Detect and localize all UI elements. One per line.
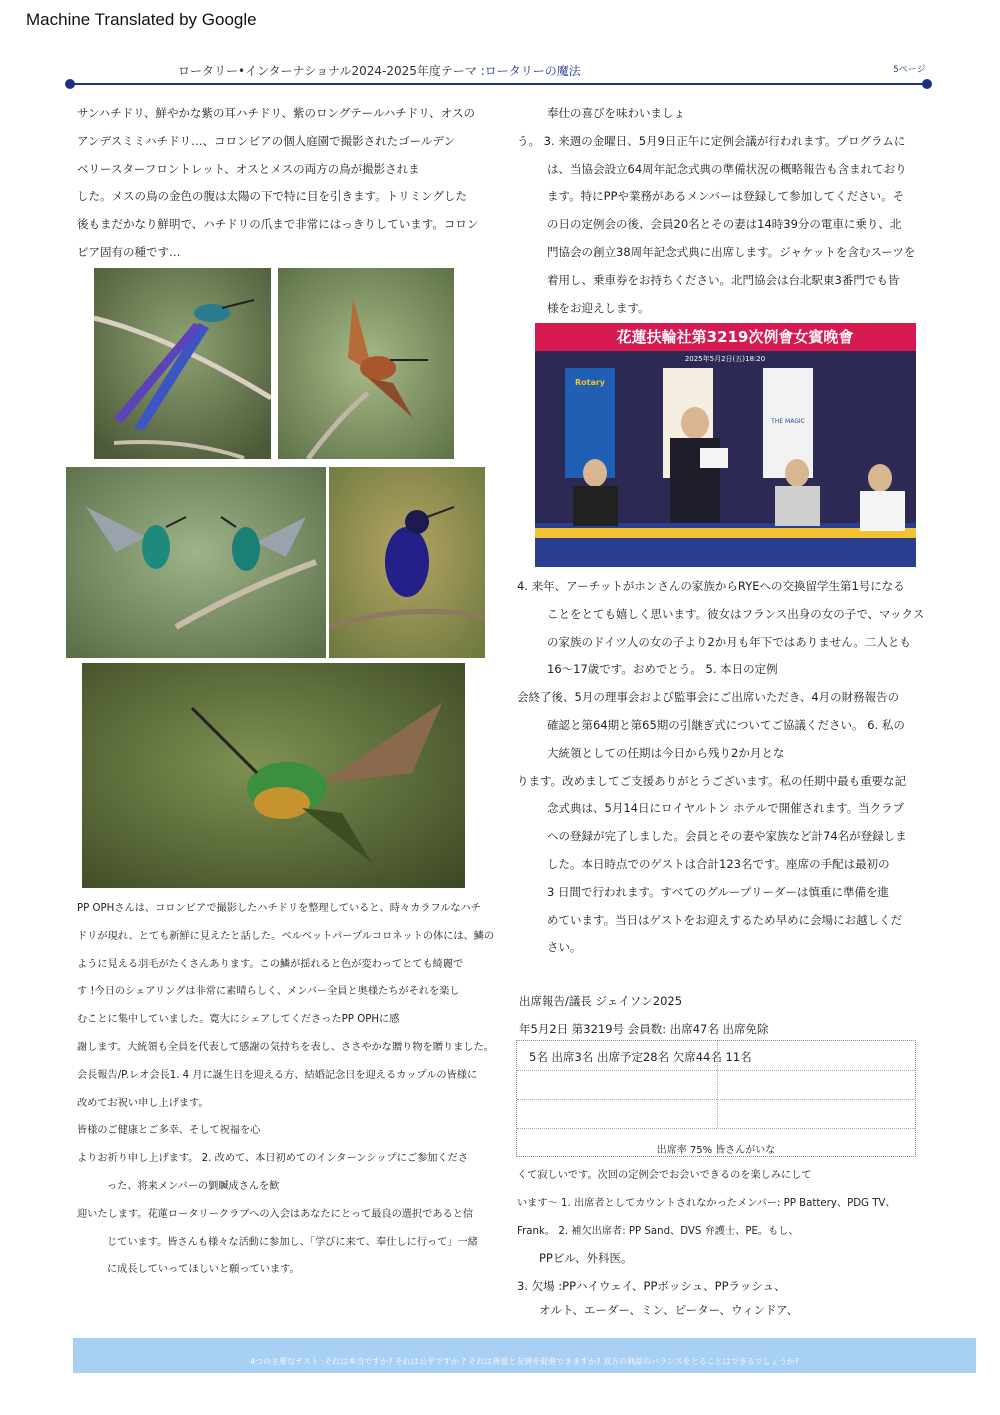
intro-paragraph — [77, 100, 478, 267]
theme-prefix: ロータリー•インターナショナル2024-2025年度テーマ : — [178, 64, 485, 78]
theme-highlight: ロータリーの魔法 — [484, 64, 581, 78]
photo-flag2-label: THE MAGIC — [771, 418, 805, 425]
body-line: ドリが現れ、とても新鮮に見えたと話した。ベルベットパープルコロネットの体には、鱗の — [77, 930, 495, 942]
body-line: 皆様のご健康とご多幸、そして祝福を心 — [77, 1125, 261, 1137]
intro-line: ビア固有の種です… — [77, 244, 181, 259]
right-line: 確認と第64期と第65期の引継ぎ式についてご協議ください。 6. 私の — [547, 717, 905, 732]
photo-date-text: 2025年5月2日(五)18:20 — [684, 355, 766, 363]
attendance-table — [516, 1040, 916, 1157]
header-rule — [70, 83, 928, 85]
intro-line: アンデスミミハチドリ…、コロンビアの個人庭園で撮影されたゴールデン — [77, 133, 456, 148]
right-line: の家族のドイツ人の女の子より2か月も年下ではありません。二人とも — [547, 634, 911, 649]
hummingbird-photo-longtail — [94, 268, 271, 459]
table-divider — [717, 1041, 718, 1128]
attendance-heading — [519, 988, 769, 1044]
hummingbird-photo-purple-coronet — [329, 467, 485, 658]
right-line: PPビル、外科医。 — [539, 1251, 633, 1266]
four-way-test-footer — [73, 1338, 976, 1373]
intro-line: した。メスの鳥の金色の腹は太陽の下で特に目を引きます。トリミングした — [77, 189, 467, 204]
body-line: った、将来メンバーの劉贓成さんを歓 — [107, 1180, 280, 1192]
intro-line: ベリースターフロントレット、オスとメスの両方の鳥が撮影されま — [77, 161, 420, 176]
right-line: Frank。 2. 補欠出席者: PP Sand、DVS 弁護士、PE。もし、 — [517, 1225, 799, 1237]
right-line: 4. 来年、アーチットがホンさんの家族からRYEへの交換留学生第1号になる — [517, 579, 905, 593]
photo-flag-label: Rotary — [574, 378, 606, 387]
body-line: むことに集中していました。寛大にシェアしてくださったPP OPHに感 — [77, 1014, 400, 1026]
right-line: 奉仕の喜びを味わいましょ — [547, 106, 685, 120]
right-paragraph-a — [517, 100, 915, 322]
attendance-line: 出席報告/議長 ジェイソン2025 — [519, 994, 683, 1008]
right-line: した。本日時点でのゲストは合計123名です。座席の手配は最初の — [547, 856, 890, 871]
hummingbird-photo-brown — [278, 268, 454, 459]
meeting-photo — [535, 323, 916, 567]
right-line: くて寂しいです。次回の定例会でお会いできるのを楽しみにして — [517, 1170, 812, 1181]
machine-translation-banner: Machine Translated by Google — [26, 10, 257, 29]
attendance-line: 年5月2日 第3219号 会員数: 出席47名 出席免除 — [519, 1021, 769, 1036]
page-number: 5ページ — [893, 65, 926, 75]
table-rule — [517, 1128, 915, 1129]
right-line: オルト、エーダー、ミン、ピーター、ウィンドア、 — [539, 1302, 799, 1317]
right-line: 会終了後、5月の理事会および監事会にご出席いただき、4月の財務報告の — [517, 690, 900, 705]
right-line: 念式典は、5月14日にロイヤルトン ホテルで開催されます。当クラブ — [547, 801, 905, 816]
table-rule — [517, 1070, 915, 1071]
footer-text: 4つの主要なテスト :それは本当ですか? それは公平ですか ? それは善意と友情を促進できますか? 双方の利益のバランスをとることはできるでしょうか? — [250, 1357, 799, 1366]
body-line: PP OPHさんは、コロンビアで撮影したハチドリを整理していると、時々カラフルなハチ — [77, 903, 481, 914]
body-line: よりお祈り申し上げます。 2. 改めて、本日初めてのインターンシップにご参加くださ — [77, 1153, 469, 1165]
right-line: への登録が完了しました。会員とその妻や家族など計74名が登録しま — [547, 829, 907, 844]
body-line: 謝します。大統領も全員を代表して感謝の気持ちを表し、ささやかな贈り物を贈りました。 — [77, 1041, 494, 1053]
body-line: に成長していってほしいと願っています。 — [107, 1264, 300, 1276]
body-line: ように見える羽毛がたくさんあります。この鱗が揺れると色が変わってとても綺麗で — [77, 958, 464, 970]
right-line: めています。当日はゲストをお迎えするため早めに会場にお越しくだ — [547, 912, 903, 927]
right-line: ことをとても嬉しく思います。彼女はフランス出身の女の子で、マックス — [547, 606, 925, 621]
right-line: ります。改めましてご支援ありがとうございます。私の任期中最も重要な記 — [517, 773, 907, 788]
right-line: は、当協会設立64周年記念式典の準備状況の概略報告も含まれており — [547, 161, 907, 176]
right-line: 3 日間で行われます。すべてのグループリーダーは慎重に準備を進 — [547, 884, 889, 899]
photo-banner-text: 花蓮扶輪社第3219次例會女賓晚會 — [616, 328, 854, 346]
right-line: の日の定例会の後、会員20名とその妻は14時39分の電車に乗り、北 — [547, 217, 902, 232]
body-line: 改めてお祝い申し上げます。 — [77, 1097, 209, 1109]
right-line: います〜 1. 出席者としてカウントされなかったメンバー: PP Battery、PDG TV、 — [517, 1197, 896, 1209]
right-paragraph-c — [517, 1162, 896, 1319]
right-line: 3. 欠場 :PPハイウェイ、PPボッシュ、PPラッシュ、 — [517, 1279, 786, 1294]
right-line: 大統領としての任期は今日から残り2か月とな — [547, 745, 785, 760]
right-line: 様をお迎えします。 — [547, 300, 650, 315]
hummingbird-photo-pair — [66, 467, 326, 658]
intro-line: サンハチドリ、鮮やかな紫の耳ハチドリ、紫のロングテールハチドリ、オスの — [77, 106, 476, 120]
table-rule — [517, 1099, 915, 1100]
body-line: 迎いたします。花蓮ロータリークラブへの入会はあなたにとって最良の選択であると信 — [77, 1208, 474, 1220]
body-line: す !今日のシェアリングは非常に素晴らしく、メンバー全員と奥様たちがそれを楽し — [77, 986, 460, 998]
rule-dot-right — [922, 79, 932, 89]
right-line: 16〜17歳です。おめでとう。 5. 本日の定例 — [547, 662, 778, 677]
attendance-rate: 出席率 75% 皆さんがいな — [656, 1145, 776, 1156]
body-line: じています。皆さんも様々な活動に参加し、「学びに来て、奉仕しに行って」一緒 — [107, 1236, 478, 1248]
theme-header — [178, 62, 581, 79]
right-line: ます。特にPPや業務があるメンバーは登録して参加してください。そ — [547, 189, 905, 204]
body-line: 会長報告/P.レオ会長1. 4 月に誕生日を迎える方、結婚記念日を迎えるカップルの皆様に — [77, 1069, 478, 1081]
body-paragraph — [77, 895, 494, 1284]
intro-line: 後もまだかなり鮮明で、ハチドリの爪まで非常にはっきりしています。コロン — [77, 217, 479, 232]
right-line: 門協会の創立38周年記念式典に出席します。ジャケットを含むスーツを — [547, 244, 916, 259]
right-paragraph-b — [517, 573, 924, 962]
hummingbird-photo-golden-starfrontlet — [82, 663, 465, 888]
right-line: さい。 — [547, 940, 582, 955]
attendance-counts: 5名 出席3名 出席予定28名 欠席44名 11名 — [529, 1050, 752, 1064]
right-line: う。 3. 来週の金曜日、5月9日正午に定例会議が行われます。プログラムに — [517, 133, 906, 148]
right-line: 着用し、乗車券をお持ちください。北門協会は台北駅東3番門でも皆 — [547, 272, 900, 287]
